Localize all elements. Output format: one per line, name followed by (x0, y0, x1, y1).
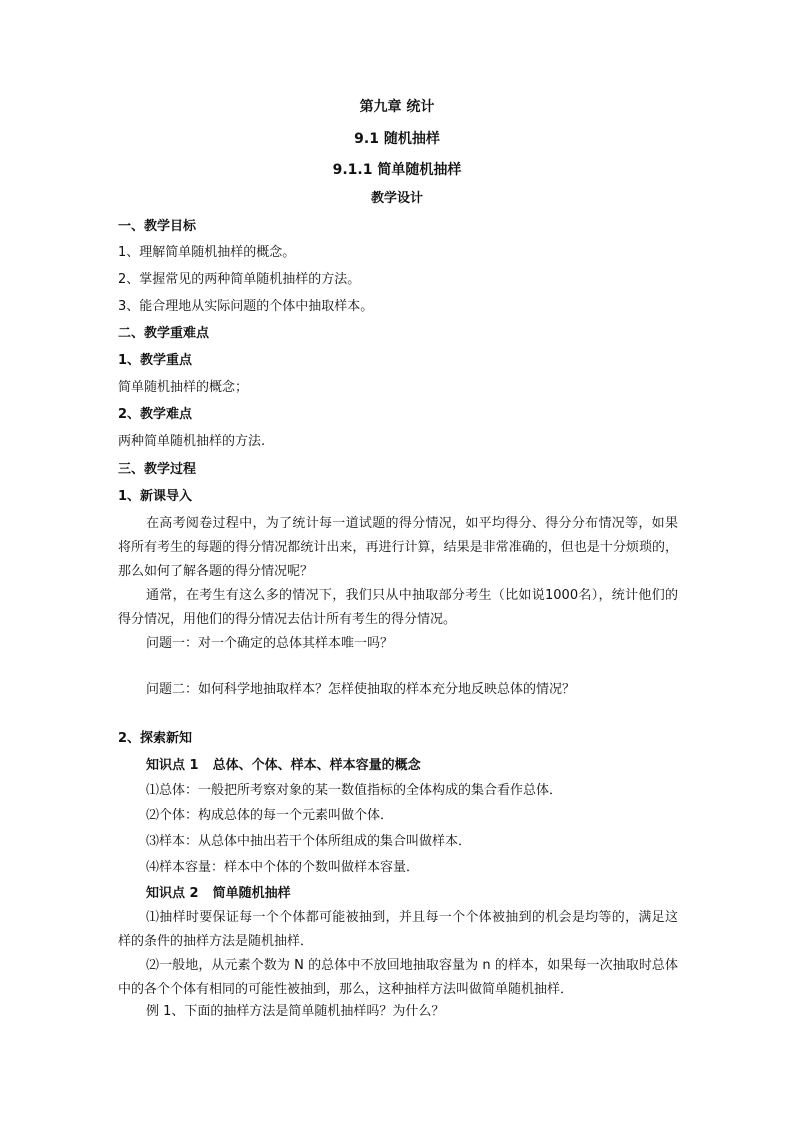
goal-item: 2、掌握常见的两种简单随机抽样的方法。 (118, 272, 361, 287)
intro-paragraph-1: 在高考阅卷过程中，为了统计每一道试题的得分情况，如平均得分、得分分布情况等，如果将所有考生的每题的得分情况都统计出来，再进行计算，结果是非常准确的，但也是十分烦琐的，那么如何了解各题的得分情况呢？ (118, 516, 678, 579)
question-two: 问题二：如何科学地抽取样本？怎样使抽取的样本充分地反映总体的情况？ (146, 682, 576, 697)
goals-heading: 一、教学目标 (118, 219, 197, 234)
knowledge-point-2 (146, 886, 291, 902)
explore-heading: 2、探索新知 (118, 731, 193, 746)
knowledge-point-1-label: 知识点 1 (146, 758, 199, 773)
example-1: 例 1、下面的抽样方法是简单随机抽样吗？为什么？ (146, 1004, 445, 1019)
difficulty-text: 两种简单随机抽样的方法. (118, 434, 266, 449)
difficulty-heading: 2、教学难点 (118, 407, 193, 422)
goal-item: 3、能合理地从实际问题的个体中抽取样本。 (118, 299, 374, 314)
key-points-heading: 二、教学重难点 (118, 326, 210, 341)
focus-heading: 1、教学重点 (118, 353, 193, 368)
doc-type-title: 教学设计 (370, 191, 423, 206)
process-heading: 三、教学过程 (118, 462, 197, 477)
goal-item: 1、理解简单随机抽样的概念。 (118, 245, 296, 260)
section-title: 9.1 随机抽样 (354, 131, 440, 147)
kp1-item: ⑷样本容量：样本中个体的个数叫做样本容量． (146, 860, 420, 875)
kp1-item: ⑶样本：从总体中抽出若干个体所组成的集合叫做样本． (146, 834, 472, 849)
kp2-paragraph-1: ⑴抽样时要保证每一个个体都可能被抽到，并且每一个个体被抽到的机会是均等的，满足这样的条件的抽样方法是随机抽样． (118, 910, 678, 949)
chapter-title: 第九章 统计 (359, 99, 435, 115)
knowledge-point-1 (146, 758, 421, 774)
knowledge-point-1-title: 总体、个体、样本、样本容量的概念 (212, 758, 421, 773)
kp1-item: ⑵个体：构成总体的每一个元素叫做个体． (146, 808, 394, 823)
kp2-paragraph-2: ⑵一般地，从元素个数为 N 的总体中不放回地抽取容量为 n 的样本，如果每一次抽取时总体中的各个个体有相同的可能性被抽到，那么，这种抽样方法叫做简单随机抽样． (118, 958, 678, 997)
intro-heading: 1、新课导入 (118, 489, 193, 504)
knowledge-point-2-label: 知识点 2 (146, 886, 199, 901)
intro-paragraph-2: 通常，在考生有这么多的情况下，我们只从中抽取部分考生（比如说1000名），统计他们的得分情况，用他们的得分情况去估计所有考生的得分情况。 (118, 588, 678, 627)
knowledge-point-2-title: 简单随机抽样 (212, 886, 291, 901)
subsection-title: 9.1.1 简单随机抽样 (332, 162, 462, 178)
kp1-item: ⑴总体：一般把所考察对象的某一数值指标的全体构成的集合看作总体． (146, 783, 563, 798)
question-one: 问题一：对一个确定的总体其样本唯一吗？ (146, 636, 394, 651)
focus-text: 简单随机抽样的概念； (118, 380, 249, 395)
